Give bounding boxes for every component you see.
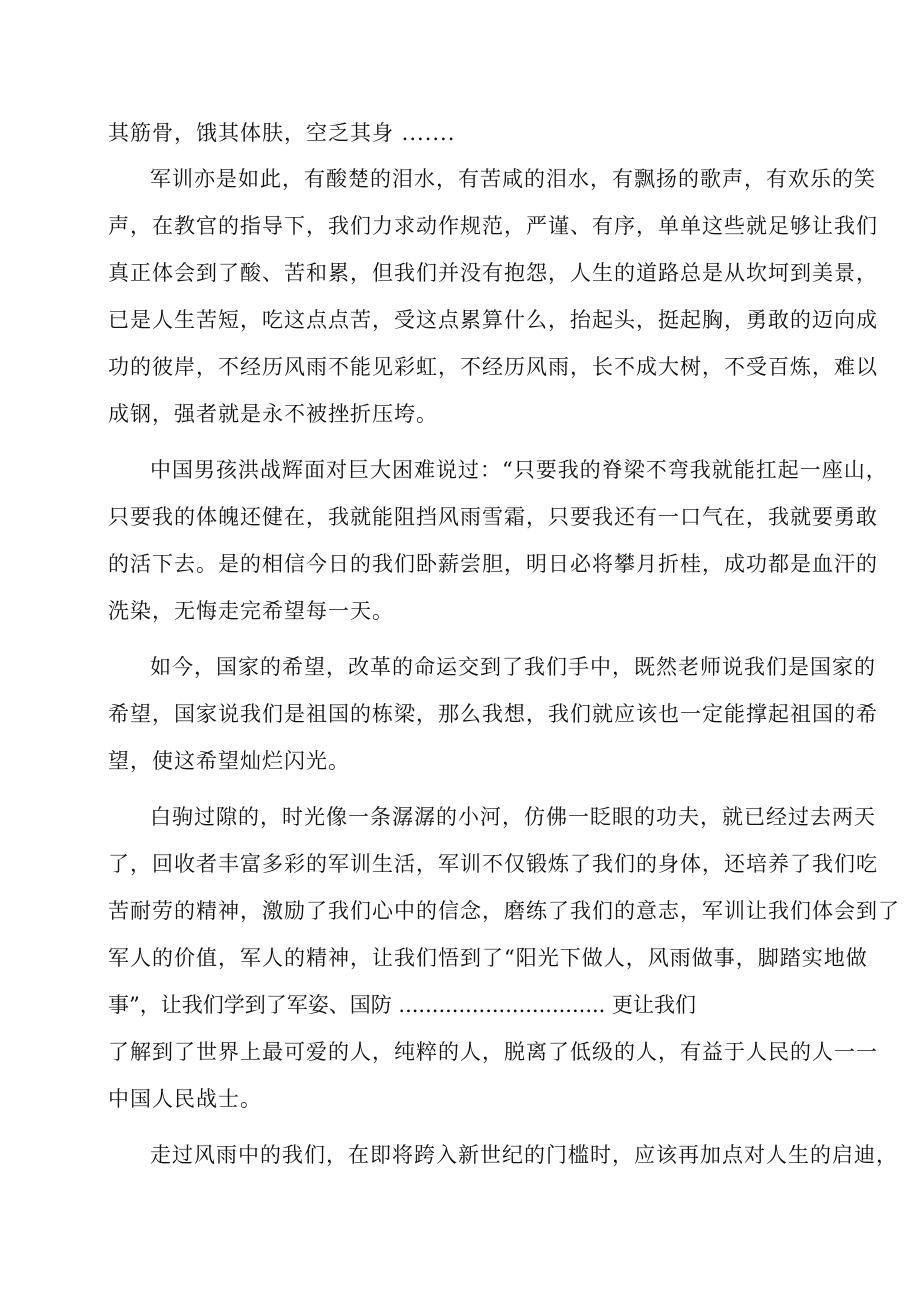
- text-line: 了解到了世界上最可爱的人，纯粹的人，脱离了低级的人，有益于人民的人一一: [108, 1040, 878, 1064]
- text-line: 的活下去。是的相信今日的我们卧薪尝胆，明日必将攀月折桂，成功都是血汗的: [108, 552, 878, 576]
- paragraph-first-line: 中国男孩洪战辉面对巨大困难说过：“只要我的脊梁不弯我就能扛起一座山，: [150, 458, 888, 482]
- paragraph-first-line: 白驹过隙的，时光像一条潺潺的小河，仿佛一眨眼的功夫，就已经过去两天: [150, 805, 876, 829]
- paragraph-first-line: 军训亦是如此，有酸楚的泪水，有苦咸的泪水，有飘扬的歌声，有欢乐的笑: [150, 167, 876, 191]
- text-line: 其筋骨，饿其体肤，空乏其身 .......: [108, 121, 456, 145]
- paragraph-first-line: 走过风雨中的我们，在即将跨入新世纪的门槛时，应该再加点对人生的启迪，: [150, 1143, 898, 1167]
- paragraph-first-line: 如今，国家的希望，改革的命运交到了我们手中，既然老师说我们是国家的: [150, 655, 876, 679]
- text-line: 望，使这希望灿烂闪光。: [108, 749, 350, 773]
- text-line: 真正体会到了酸、苦和累，但我们并没有抱怨，人生的道路总是从坎坷到美景，: [108, 261, 878, 285]
- text-line: 洗染，无悔走完希望每一天。: [108, 599, 394, 623]
- text-line: 功的彼岸，不经历风雨不能见彩虹，不经历风雨，长不成大树，不受百炼，难以: [108, 355, 878, 379]
- text-line: 声，在教官的指导下，我们力求动作规范，严谨、有序，单单这些就足够让我们: [108, 214, 878, 238]
- text-line: 成钢，强者就是永不被挫折压垮。: [108, 402, 438, 426]
- text-line: 事”，让我们学到了军姿、国防 ............................... 更让我们: [108, 993, 697, 1017]
- text-line: 苦耐劳的精神，激励了我们心中的信念，磨练了我们的意志，军训让我们体会到了: [108, 899, 900, 923]
- text-line: 希望，国家说我们是祖国的栋梁，那么我想，我们就应该也一定能撑起祖国的希: [108, 702, 878, 726]
- text-line: 了，回收者丰富多彩的军训生活，军训不仅锻炼了我们的身体，还培养了我们吃: [108, 852, 878, 876]
- text-line: 只要我的体魄还健在，我就能阻挡风雨雪霜，只要我还有一口气在，我就要勇敢: [108, 505, 878, 529]
- text-line: 中国人民战士。: [108, 1087, 262, 1111]
- text-line: 已是人生苦短，吃这点点苦，受这点累算什么，抬起头，挺起胸，勇敢的迈向成: [108, 308, 878, 332]
- text-line: 军人的价值，军人的精神，让我们悟到了“阳光下做人，风雨做事，脚踏实地做: [108, 946, 868, 970]
